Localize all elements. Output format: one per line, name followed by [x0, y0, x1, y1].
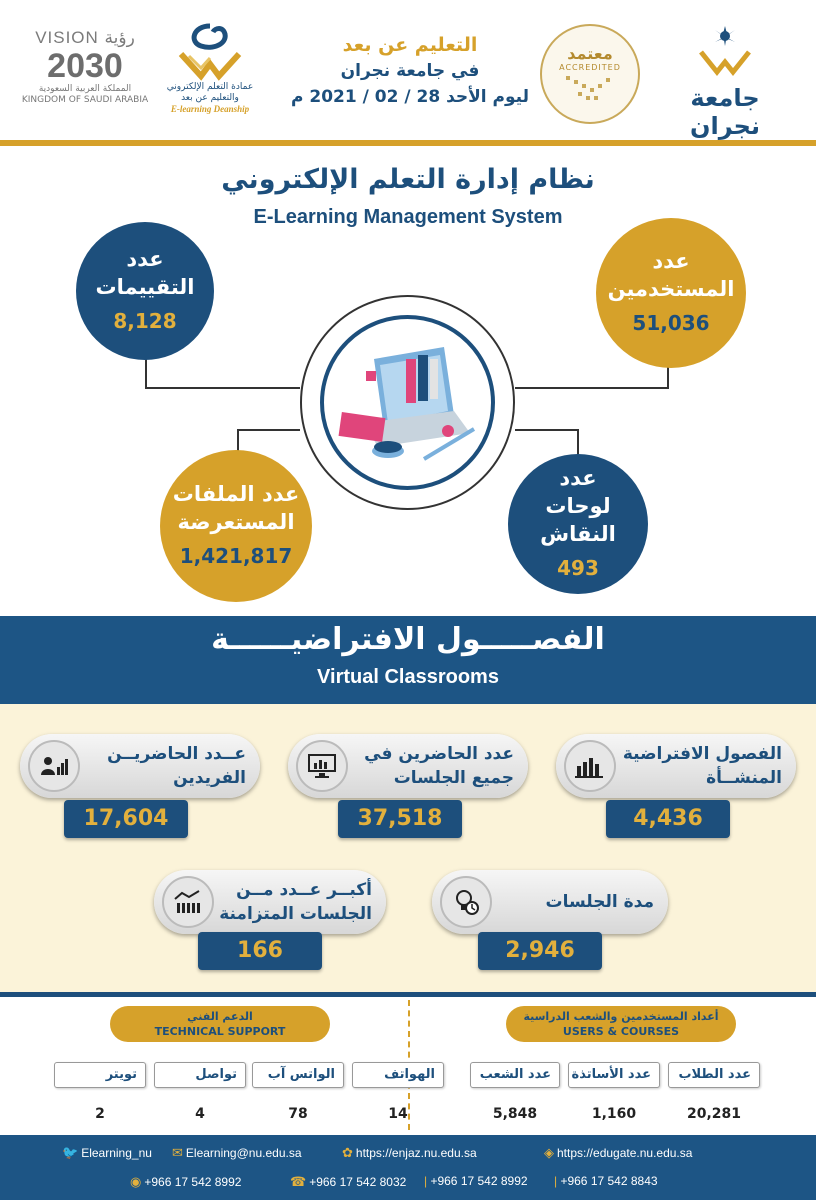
sections-label: عدد الشعب	[470, 1062, 560, 1088]
users-courses-title-en: USERS & COURSES	[562, 1025, 680, 1038]
users-label-line2: المستخدمين	[607, 277, 735, 301]
person-chart-icon	[28, 740, 80, 792]
twitter-label: تويتر	[54, 1062, 146, 1088]
email-address: Elearning@nu.edu.sa	[185, 1146, 302, 1160]
twitter-handle: Elearning_nu	[81, 1146, 152, 1160]
users-value: 51,036	[632, 311, 710, 335]
concurrent-label-line1: أكبــر عــدد مــن	[236, 880, 372, 900]
enjaz-logo-icon: ✿	[342, 1145, 353, 1160]
instructors-label: عدد الأساتذة	[568, 1062, 660, 1088]
duration-value: 2,946	[478, 932, 602, 970]
attendees-all-value: 37,518	[338, 800, 462, 838]
unique-value: 17,604	[64, 800, 188, 838]
phones-label: الهواتف	[352, 1062, 444, 1088]
seal-label-en: ACCREDITED	[559, 63, 621, 72]
seal-label-ar: معتمد	[567, 44, 613, 63]
attendees-all-label-line1: عدد الحاضرين في	[364, 744, 514, 764]
students-label: عدد الطلاب	[668, 1062, 760, 1088]
email-link[interactable]	[172, 1145, 302, 1161]
attendees-all-card	[288, 734, 528, 798]
boards-label-line2: لوحات النقاش	[540, 494, 616, 546]
duration-label: مدة الجلسات	[545, 892, 654, 912]
edugate-url: https://edugate.nu.edu.sa	[557, 1146, 693, 1160]
created-value: 4,436	[606, 800, 730, 838]
virtual-title-en: Virtual Classrooms	[317, 666, 499, 688]
created-classrooms-card	[556, 734, 796, 798]
phone-number-3-wrap: | +966 17 542 8843	[554, 1174, 658, 1188]
assessments-value: 8,128	[113, 309, 177, 333]
users-label-line1: عدد	[652, 249, 690, 273]
users-courses-title-ar: أعداد المستخدمين والشعب الدراسية	[523, 1010, 719, 1023]
files-label-line1: عدد الملفات	[172, 482, 300, 506]
assessments-label-line1: عدد	[126, 247, 164, 271]
support-title-ar: الدعم الفني	[187, 1010, 253, 1023]
deanship-name-en: E-learning Deanship	[170, 104, 250, 114]
lms-title-ar: نظام إدارة التعلم الإلكتروني	[221, 164, 595, 195]
phones-value: 14	[388, 1106, 408, 1122]
concurrent-sessions-card	[154, 870, 386, 934]
support-title-en: TECHNICAL SUPPORT	[154, 1025, 286, 1038]
trend-chart-icon	[162, 876, 214, 928]
boards-label-line1: عدد	[559, 466, 597, 490]
deanship-name-ar2: والتعليم عن بعد	[181, 93, 239, 103]
created-label-line1: الفصول الافتراضية	[622, 744, 782, 764]
whatsapp-link[interactable]	[130, 1174, 241, 1190]
attendees-all-label-line2: جميع الجلسات	[393, 768, 514, 788]
vision-country-en: KINGDOM OF SAUDI ARABIA	[21, 95, 149, 105]
phone-number-2: +966 17 542 8992	[430, 1174, 528, 1188]
whatsapp-value: 78	[288, 1106, 308, 1122]
lms-title-en: E-Learning Management System	[253, 206, 563, 228]
created-label-line2: المنشــأة	[706, 768, 782, 788]
laptop-books-illustration-icon	[324, 319, 491, 486]
vision-country-ar: المملكة العربية السعودية	[38, 84, 132, 94]
monitor-chart-icon	[296, 740, 348, 792]
whatsapp-icon: ◉	[130, 1174, 142, 1189]
technical-support-heading	[110, 1006, 330, 1042]
files-label-line2: المستعرضة	[177, 510, 295, 534]
event-title-line1: التعليم عن بعد	[342, 34, 478, 56]
assessments-label-line2: التقييمات	[95, 275, 195, 299]
twitter-bird-icon: 🐦	[62, 1145, 79, 1160]
sections-value: 5,848	[492, 1106, 538, 1122]
whatsapp-number: +966 17 542 8992	[144, 1175, 242, 1189]
deanship-name-ar: عمادة التعلم الإلكتروني	[166, 82, 254, 92]
phone-number-2-wrap: | +966 17 542 8992	[424, 1174, 528, 1188]
event-date: ليوم الأحد 28 / 02 / 2021 م	[291, 87, 529, 107]
assessments-count-card	[76, 222, 214, 360]
university-name-ar: جامعة نجران	[690, 84, 760, 140]
session-duration-card	[432, 870, 668, 934]
instructors-value: 1,160	[591, 1106, 637, 1122]
edugate-logo-icon: ◈	[544, 1145, 554, 1160]
discussion-boards-count-card	[508, 454, 648, 594]
users-courses-heading	[506, 1006, 736, 1042]
footer-links-row	[0, 1143, 816, 1165]
concurrent-value: 166	[198, 932, 322, 970]
files-value: 1,421,817	[179, 544, 293, 568]
event-title-line2: في جامعة نجران	[340, 61, 480, 81]
tawasol-value: 4	[195, 1106, 205, 1122]
footer-contacts-row	[0, 1172, 816, 1194]
vision-label: VISION رؤية	[35, 28, 135, 47]
vision-year: 2030	[47, 47, 123, 85]
enjaz-link[interactable]	[342, 1145, 477, 1161]
phone-number-1: +966 17 542 8032	[309, 1175, 407, 1189]
twitter-value: 2	[95, 1106, 105, 1122]
phone-link[interactable]	[290, 1174, 406, 1190]
lightbulb-clock-icon	[440, 876, 492, 928]
bar-chart-icon	[564, 740, 616, 792]
users-count-card	[596, 218, 746, 368]
twitter-link[interactable]	[62, 1145, 152, 1161]
students-value: 20,281	[686, 1106, 742, 1122]
concurrent-label-line2: الجلسات المتزامنة	[219, 904, 372, 924]
unique-label-line1: عــدد الحاضريــن	[107, 744, 246, 764]
phone-number-3: +966 17 542 8843	[560, 1174, 658, 1188]
unique-label-line2: الفريدين	[173, 768, 246, 788]
phone-icon: ☎	[290, 1174, 307, 1189]
files-count-card	[160, 450, 312, 602]
edugate-link[interactable]	[544, 1145, 692, 1161]
unique-attendees-card	[20, 734, 260, 798]
enjaz-url: https://enjaz.nu.edu.sa	[355, 1146, 477, 1160]
virtual-title-ar: الفصـــــول الافتراضيــــــة	[211, 622, 605, 657]
tawasol-label: تواصل	[154, 1062, 246, 1088]
whatsapp-label: الواتس آب	[252, 1062, 344, 1088]
center-graphic	[320, 315, 495, 490]
boards-value: 493	[557, 556, 599, 580]
envelope-icon: ✉	[172, 1145, 183, 1160]
